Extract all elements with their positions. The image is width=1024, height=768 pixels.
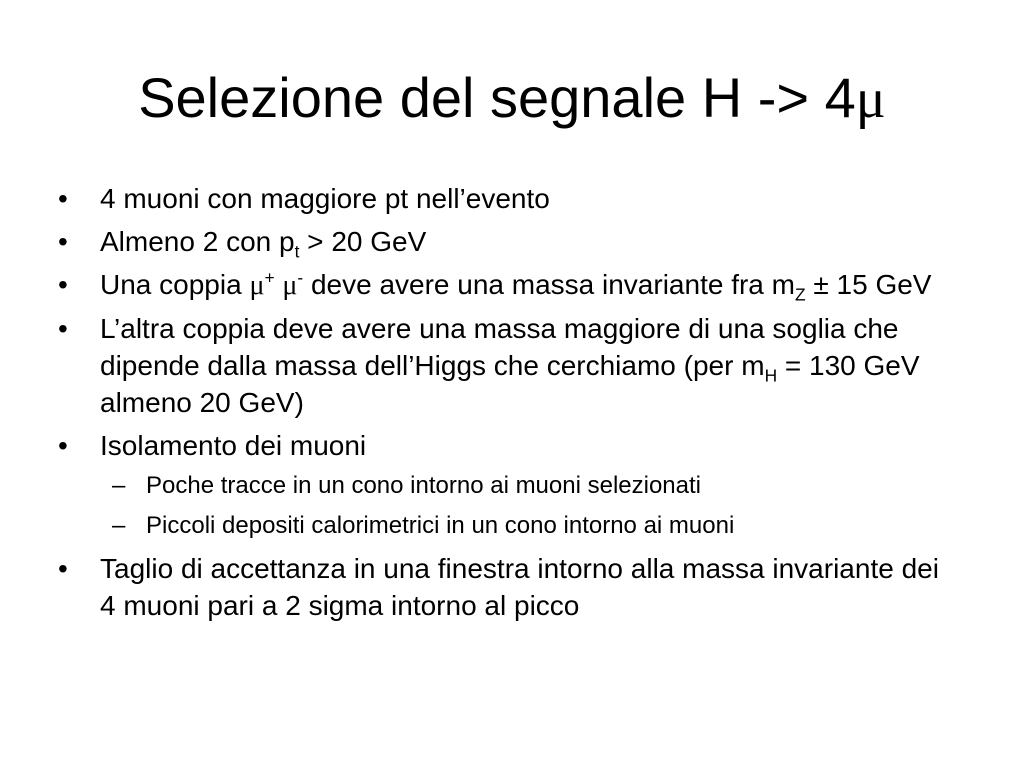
sub-bullet-text: Poche tracce in un cono intorno ai muoni selezionati xyxy=(146,472,701,499)
superscript-plus: + xyxy=(264,267,275,288)
mu-symbol: μ xyxy=(855,68,886,130)
bullet-text: Almeno 2 con p xyxy=(100,226,295,257)
subscript-h: H xyxy=(764,365,778,386)
bullet-item xyxy=(58,266,958,304)
bullet-text-cont: > 20 GeV xyxy=(299,226,427,257)
sub-bullet-item xyxy=(58,510,958,542)
slide-title xyxy=(0,58,1024,139)
superscript-minus: - xyxy=(297,267,304,288)
sub-bullet-marker: – xyxy=(112,512,126,539)
bullet-marker: • xyxy=(58,430,68,461)
bullet-text: Isolamento dei muoni xyxy=(100,430,367,461)
sub-bullet-text: Piccoli depositi calorimetrici in un cono intorno ai muoni xyxy=(146,512,735,539)
bullet-list xyxy=(58,180,958,630)
bullet-marker: • xyxy=(58,553,68,584)
bullet-item xyxy=(58,180,958,217)
bullet-marker: • xyxy=(58,313,68,344)
bullet-marker: • xyxy=(58,269,68,300)
sub-bullet-marker: – xyxy=(112,472,126,499)
subscript-z: Z xyxy=(794,284,806,305)
bullet-text: 4 muoni con maggiore pt nell’evento xyxy=(100,183,550,214)
bullet-text: L’altra coppia deve avere una massa maggiore di una soglia che dipende dalla massa dell’Higgs che cerchiamo (per m xyxy=(100,313,899,381)
slide-title-text: Selezione del segnale H -> 4 xyxy=(138,66,856,129)
bullet-text-cont: deve avere una massa invariante fra m xyxy=(303,269,795,300)
bullet-marker: • xyxy=(58,183,68,214)
bullet-item xyxy=(58,550,958,624)
bullet-text: Una coppia xyxy=(100,269,250,300)
bullet-text: Taglio di accettanza in una finestra intorno alla massa invariante dei 4 muoni pari a 2 sigma intorno al picco xyxy=(100,553,939,621)
bullet-text-tail: ± 15 GeV xyxy=(805,269,932,300)
sub-bullet-item xyxy=(58,470,958,502)
subscript-t: t xyxy=(294,241,300,262)
mu-symbol: μ xyxy=(282,270,298,301)
bullet-item xyxy=(58,310,958,421)
bullet-item xyxy=(58,427,958,464)
bullet-item xyxy=(58,223,958,260)
bullet-marker: • xyxy=(58,226,68,257)
mu-symbol: μ xyxy=(249,270,265,301)
bullet-text-cont: = 130 GeV almeno 20 GeV) xyxy=(100,350,920,418)
